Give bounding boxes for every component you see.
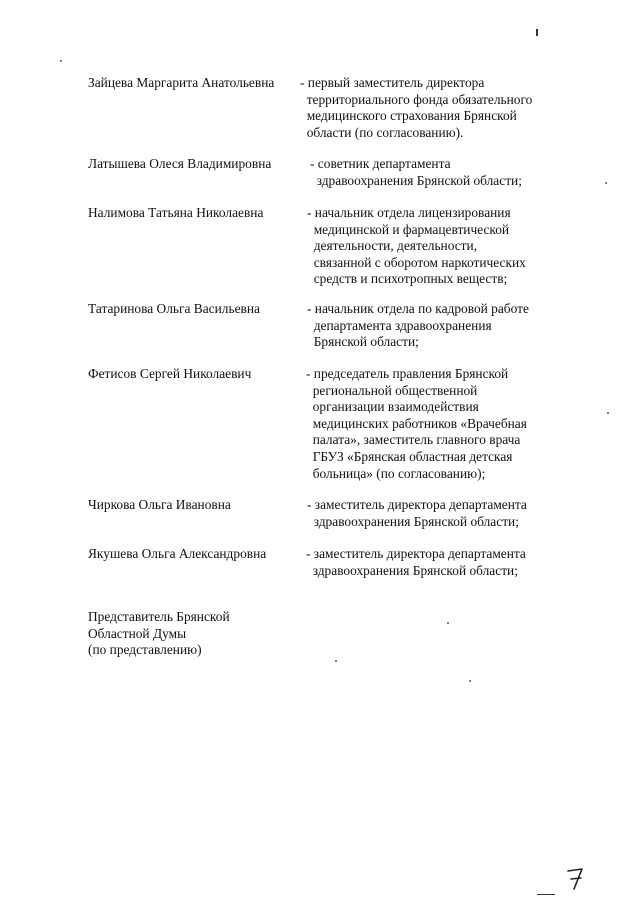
member-name: Зайцева Маргарита Анатольевна — [88, 75, 275, 90]
scan-speck — [60, 60, 62, 62]
member-role: - заместитель директора департамента здравоохранения Брянской области; — [306, 546, 526, 578]
member-name: Латышева Олеся Владимировна — [88, 156, 272, 171]
handwritten-page-number — [562, 862, 592, 892]
member-role: - начальник отдела лицензирования медицинской и фармацевтической деятельности, деятельности, связанной с оборотом наркотических средств и психотропных веществ; — [307, 205, 526, 287]
scan-mark — [536, 29, 538, 36]
representative-note: Представитель Брянской Областной Думы (по представлению) — [88, 609, 230, 658]
member-role: - первый заместитель директора территориального фонда обязательного медицинского страхования Брянской области (по согласованию). — [300, 75, 533, 140]
scan-speck — [607, 412, 609, 414]
member-role: - заместитель директора департамента здравоохранения Брянской области; — [307, 497, 527, 529]
member-name: Чиркова Ольга Ивановна — [88, 497, 231, 512]
scan-speck — [335, 660, 337, 662]
member-name: Налимова Татьяна Николаевна — [88, 205, 264, 220]
member-name: Татаринова Ольга Васильевна — [88, 301, 260, 316]
member-name: Якушева Ольга Александровна — [88, 546, 267, 561]
scan-speck — [469, 680, 471, 682]
member-role: - советник департамента здравоохранения Брянской области; — [310, 156, 522, 188]
member-role: - председатель правления Брянской региональной общественной организации взаимодействия медицинских работников «Врачебная палата», заместитель главного врача ГБУЗ «Брянская областная детская больница» (по согласованию); — [306, 366, 527, 481]
scan-line — [537, 894, 555, 895]
scan-speck — [447, 622, 449, 624]
member-name: Фетисов Сергей Николаевич — [88, 366, 252, 381]
scan-speck — [605, 182, 607, 184]
member-role: - начальник отдела по кадровой работе департамента здравоохранения Брянской области; — [307, 301, 529, 350]
